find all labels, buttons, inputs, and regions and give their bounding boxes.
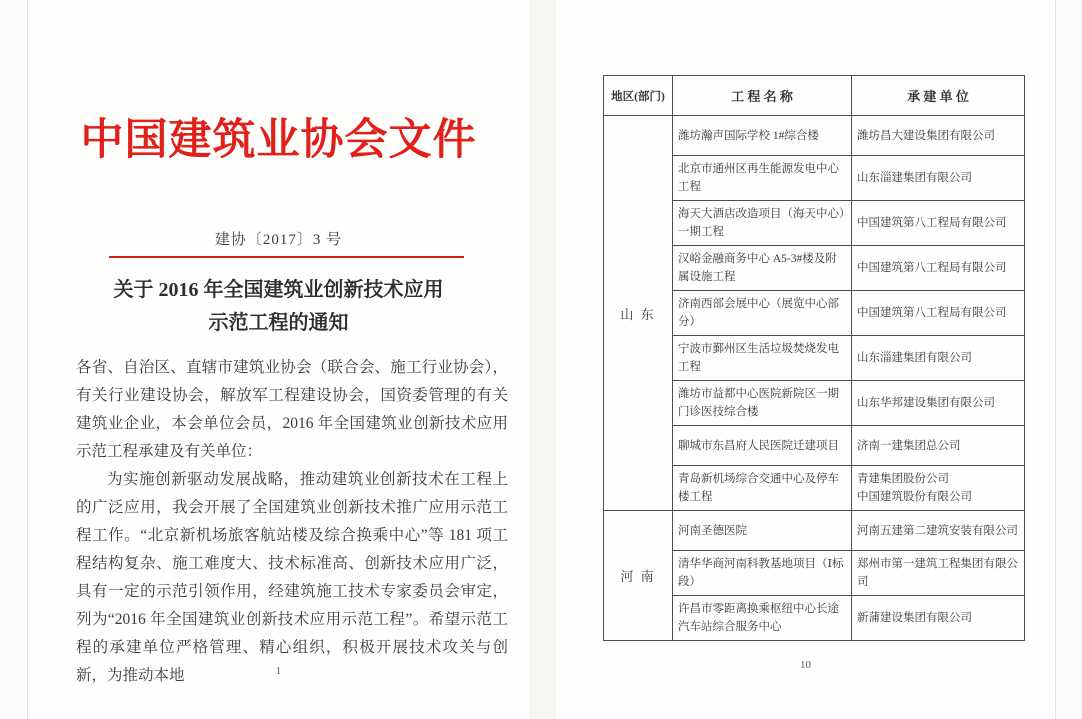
project-cell: 潍坊瀚声国际学校 1#综合楼 [673,116,852,156]
contractor-cell [852,466,1025,511]
project-cell: 青岛新机场综合交通中心及停车楼工程 [673,466,852,511]
project-cell: 清华华商河南科教基地项目（Ⅰ标段） [673,551,852,596]
contractor-cell: 河南五建第二建筑安装有限公司 [852,511,1025,551]
contractor-cell: 山东淄建集团有限公司 [852,156,1025,201]
project-cell: 汉峪金融商务中心 A5-3#楼及附属设施工程 [673,246,852,291]
contractor-cell: 郑州市第一建筑工程集团有限公司 [852,551,1025,596]
project-cell: 宁波市鄞州区生活垃圾焚烧发电工程 [673,336,852,381]
letter-body [76,354,508,690]
contractor-cell: 中国建筑第八工程局有限公司 [852,201,1025,246]
notice-title-line1: 关于 2016 年全国建筑业创新技术应用 [113,279,444,301]
project-cell: 北京市通州区再生能源发电中心工程 [673,156,852,201]
project-cell: 济南西部会展中心（展览中心部分） [673,291,852,336]
table-row [604,511,1025,551]
project-cell: 海天大酒店改造项目（海天中心）一期工程 [673,201,852,246]
notice-title [28,274,529,340]
region-cell-henan: 河 南 [604,511,673,641]
page-right [556,0,1056,719]
project-cell: 聊城市东昌府人民医院迁建项目 [673,426,852,466]
project-cell: 潍坊市益都中心医院新院区一期门诊医技综合楼 [673,381,852,426]
projects-table [603,75,1025,641]
contractor-cell: 中国建筑第八工程局有限公司 [852,291,1025,336]
page-left [27,0,529,719]
table-header-row [604,76,1025,116]
contractor-line: 青建集团股份公司 [857,473,949,485]
project-cell: 河南圣德医院 [673,511,852,551]
contractor-cell: 新蒲建设集团有限公司 [852,596,1025,641]
contractor-cell: 山东华邦建设集团有限公司 [852,381,1025,426]
region-cell-shandong: 山 东 [604,116,673,511]
page-number-left: 1 [275,665,282,677]
contractor-cell: 潍坊昌大建设集团有限公司 [852,116,1025,156]
letterhead-title: 中国建筑业协会文件 [80,117,477,164]
red-divider-rule [109,256,464,258]
contractor-cell: 山东淄建集团有限公司 [852,336,1025,381]
contractor-cell: 中国建筑第八工程局有限公司 [852,246,1025,291]
document-number: 建协〔2017〕3 号 [214,232,343,248]
contractor-line: 中国建筑股份有限公司 [857,491,972,503]
header-region: 地区(部门) [604,76,673,116]
table-row [604,116,1025,156]
header-contractor: 承 建 单 位 [852,76,1025,116]
notice-title-line2: 示范工程的通知 [208,312,349,334]
page-fold [528,0,558,719]
project-cell: 许昌市零距离换乘枢纽中心长途汽车站综合服务中心 [673,596,852,641]
contractor-cell: 济南一建集团总公司 [852,426,1025,466]
page-number-right: 10 [800,659,811,671]
header-project: 工 程 名 称 [673,76,852,116]
salutation: 各省、自治区、直辖市建筑业协会（联合会、施工行业协会），有关行业建设协会，解放军工程建设协会，国资委管理的有关建筑业企业，本会单位会员，2016 年全国建筑业创新技术应用示范工程承建及有关单位： [76,359,508,460]
body-paragraph: 为实施创新驱动发展战略，推动建筑业创新技术在工程上的广泛应用，我会开展了全国建筑业创新技术推广应用示范工程工作。“北京新机场旅客航站楼及综合换乘中心”等 181 项工程结构复杂、施工难度大、技术标准高、创新技术应用广泛，具有一定的示范引领作用，经建筑施工技术专家委员会审定，列为“2016 年全国建筑业创新技术应用示范工程”。希望示范工程的承建单位严格管理、精心组织，积极开展技术攻关与创新，为推动本地 [76,471,508,684]
